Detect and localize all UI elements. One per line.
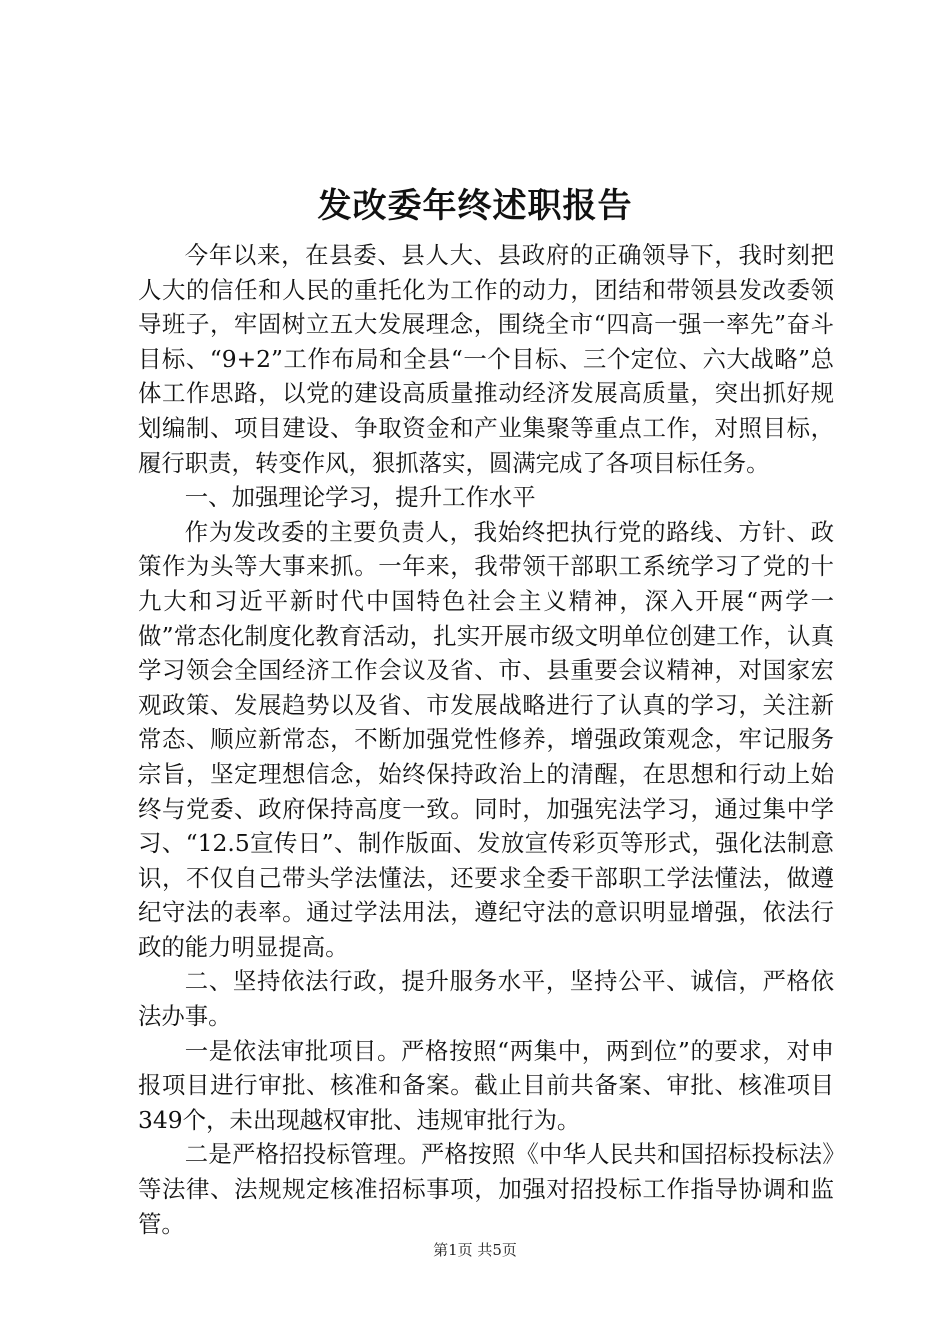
paragraph-project-approval: 一是依法审批项目。严格按照“两集中，两到位”的要求，对申报项目进行审批、核准和备案。截止目前共备案、审批、核准项目349个，未出现越权审批、违规审批行为。 [138, 1036, 834, 1134]
section-heading-2: 二、坚持依法行政，提升服务水平，坚持公平、诚信，严格依法办事。 [138, 967, 834, 1031]
section-heading-1: 一、加强理论学习，提升工作水平 [184, 483, 536, 512]
page-footer: 第1页 共5页 [433, 1241, 517, 1259]
paragraph-bidding-management: 二是严格招投标管理。严格按照《中华人民共和国招标投标法》等法律、法规规定核准招标事项，加强对招投标工作指导协调和监管。 [138, 1140, 834, 1238]
document-body [138, 238, 834, 1241]
document-title: 发改委年终述职报告 [317, 186, 633, 226]
paragraph-section-1: 作为发改委的主要负责人，我始终把执行党的路线、方针、政策作为头等大事来抓。一年来，我带领干部职工系统学习了党的十九大和习近平新时代中国特色社会主义精神，深入开展“两学一做”常态化制度化教育活动，扎实开展市级文明单位创建工作，认真学习领会全国经济工作会议及省、市、县重要会议精神，对国家宏观政策、发展趋势以及省、市发展战略进行了认真的学习，关注新常态、顺应新常态，不断加强党性修养，增强政策观念，牢记服务宗旨，坚定理想信念，始终保持政治上的清醒，在思想和行动上始终与党委、政府保持高度一致。同时，加强宪法学习，通过集中学习、“12.5宣传日”、制作版面、发放宣传彩页等形式，强化法制意识，不仅自己带头学法懂法，还要求全委干部职工学法懂法，做遵纪守法的表率。通过学法用法，遵纪守法的意识明显增强，依法行政的能力明显提高。 [138, 517, 834, 961]
paragraph-intro: 今年以来，在县委、县人大、县政府的正确领导下，我时刻把人大的信任和人民的重托化为工作的动力，团结和带领县发改委领导班子，牢固树立五大发展理念，围绕全市“四高一强一率先”奋斗目标、“9+2”工作布局和全县“一个目标、三个定位、六大战略”总体工作思路，以党的建设高质量推动经济发展高质量，突出抓好规划编制、项目建设、争取资金和产业集聚等重点工作，对照目标，履行职责，转变作风，狠抓落实，圆满完成了各项目标任务。 [138, 241, 834, 477]
